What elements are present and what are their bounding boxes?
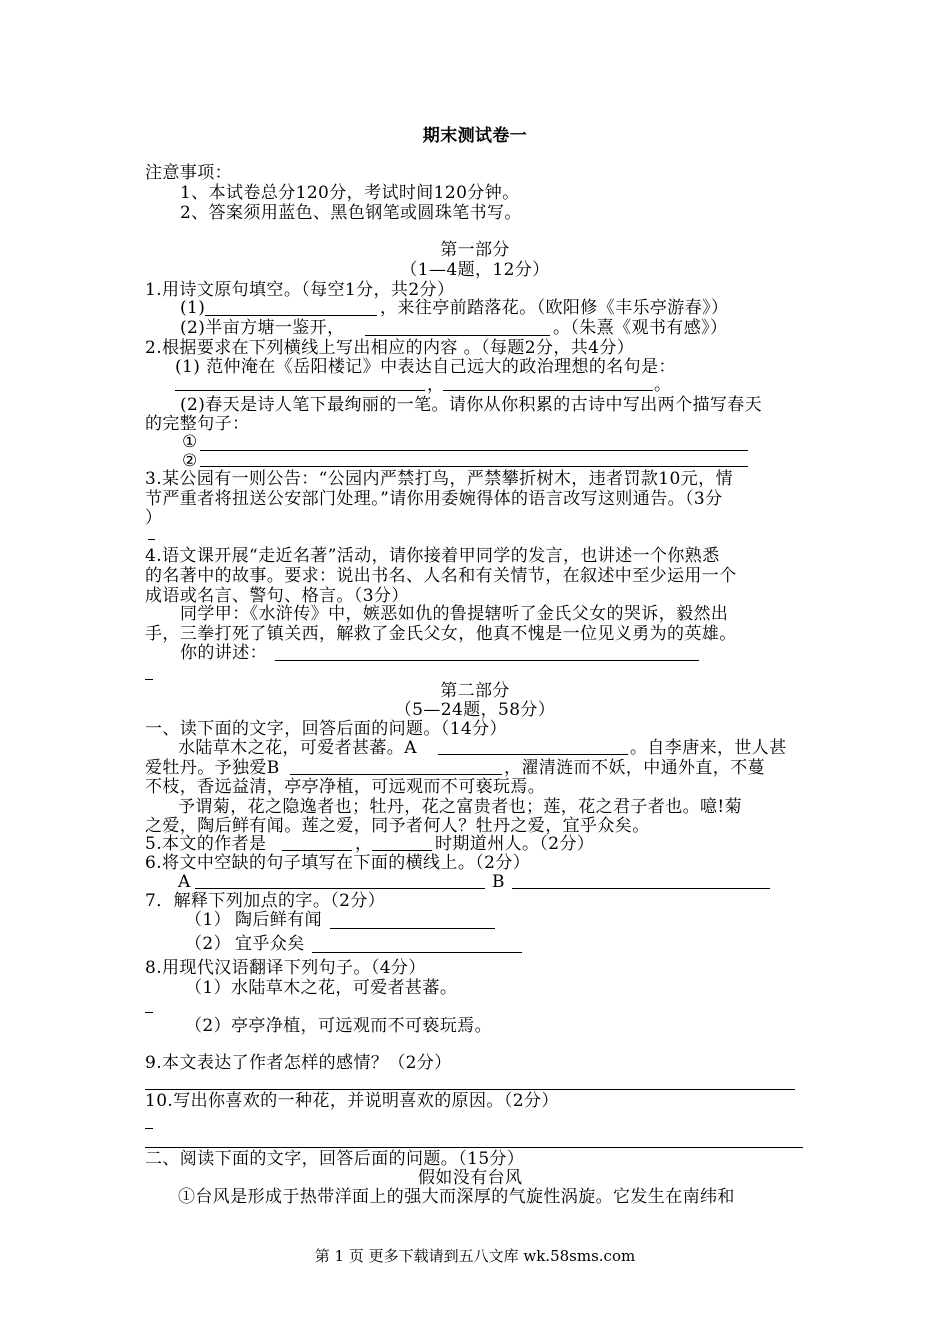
q3-line2: 节严重者将扭送公安部门处理。”请你用委婉得体的语言改写这则通告。（3分: [145, 489, 723, 509]
q4-answer-blank[interactable]: [275, 660, 699, 661]
q2-s2-line2: 的完整句子：: [145, 414, 250, 434]
q7-1-text: 陶后鲜有闻: [235, 910, 322, 930]
p1-line2-a: 爱牡丹。予独爱B: [145, 758, 280, 778]
q2-blank-2[interactable]: [443, 390, 653, 391]
part1-range: （1—4题，12分）: [400, 260, 550, 280]
blank-a[interactable]: [438, 754, 628, 755]
article-para-1: ①台风是形成于热带洋面上的强大而深厚的气旋性涡旋。它发生在南纬和: [178, 1187, 735, 1207]
p2-line1: 予谓菊，花之隐逸者也；牡丹，花之富贵者也；莲，花之君子者也。噫!菊: [178, 797, 743, 817]
q2-mark-1: ①: [182, 432, 198, 452]
q2-blank-3[interactable]: [200, 450, 748, 451]
q6-label-b: B: [492, 872, 505, 892]
blank-b[interactable]: [290, 774, 502, 775]
q3-answer-mark[interactable]: [148, 539, 155, 540]
part1-heading: 第一部分: [440, 240, 510, 260]
q8-1-answer-mark[interactable]: [145, 1012, 153, 1013]
article-title: 假如没有台风: [418, 1168, 523, 1188]
q4-line1: 4.语文课开展“走近名著”活动，请你接着甲同学的发言，也讲述一个你熟悉: [145, 546, 720, 566]
page-title: 期末测试卷一: [422, 126, 528, 146]
notice-heading: 注意事项：: [145, 163, 232, 183]
q9-answer-blank[interactable]: [145, 1089, 795, 1090]
q1-s2-prefix: (2)半亩方塘一鉴开，: [180, 318, 345, 338]
q1-stem: 1.用诗文原句填空。（每空1分，共2分）: [145, 280, 455, 300]
q8-stem: 8.用现代汉语翻译下列句子。（4分）: [145, 958, 426, 978]
q7-stem: 7．解释下列加点的字。（2分）: [145, 891, 386, 911]
q6-stem: 6.将文中空缺的句子填写在下面的横线上。（2分）: [145, 853, 531, 873]
p1-line3: 不枝，香远益清，亭亭净植，可远观而不可亵玩焉。: [145, 777, 546, 797]
p2-line2: 之爱，陶后鲜有闻。莲之爱，同予者何人？牡丹之爱，宜乎众矣。: [145, 816, 650, 836]
q1-s2-suffix: 。（朱熹《观书有感》）: [553, 318, 728, 338]
q10-answer-blank[interactable]: [145, 1147, 803, 1148]
q6-blank-a[interactable]: [195, 888, 485, 889]
q2-period: 。: [654, 375, 672, 395]
q1-blank-2[interactable]: [365, 335, 550, 336]
q8-1: （1）水陆草木之花，可爱者甚蕃。: [185, 978, 458, 998]
q10-stem: 10.写出你喜欢的一种花，并说明喜欢的原因。（2分）: [145, 1091, 559, 1111]
q1-s1-suffix: ，来往亭前踏落花。（欧阳修《丰乐亭游春》）: [380, 298, 729, 318]
q2-comma: ，: [427, 375, 445, 395]
q2-stem: 2.根据要求在下列横线上写出相应的内容 。（每题2分，共4分）: [145, 338, 635, 358]
q4-line3: 成语或名言、警句、格言。（3分）: [145, 586, 409, 606]
q10-answer-mark[interactable]: [145, 1128, 153, 1129]
q7-2-blank[interactable]: [312, 952, 522, 953]
p1-line1-b: 。自李唐来，世人甚: [630, 738, 787, 758]
part2-heading: 第二部分: [440, 681, 510, 701]
q5-c: 时期道州人。（2分）: [435, 834, 595, 854]
notice-item-1: 1、本试卷总分120分，考试时间120分钟。: [180, 183, 520, 203]
q6-label-a: A: [178, 872, 191, 892]
page-footer: 第 1 页 更多下载请到五八文库 wk.58sms.com: [314, 1247, 636, 1265]
q4-line2: 的名著中的故事。要求：说出书名、人名和有关情节，在叙述中至少运用一个: [145, 566, 737, 586]
q7-2-num: （2）: [185, 934, 232, 954]
q5-blank-1[interactable]: [282, 850, 352, 851]
q1-blank-1[interactable]: [205, 315, 377, 316]
q2-mark-2: ②: [182, 451, 198, 471]
q7-2-text: 宜乎众矣: [235, 934, 305, 954]
sec1-heading: 一、读下面的文字，回答后面的问题。（14分）: [145, 719, 507, 739]
q7-1-blank[interactable]: [330, 928, 495, 929]
q5-b: ，: [355, 834, 373, 854]
q3-line1: 3.某公园有一则公告：“公园内严禁打鸟，严禁攀折树木，违者罚款10元，情: [145, 469, 733, 489]
q4-line4: 同学甲：《水浒传》中，嫉恶如仇的鲁提辖听了金氏父女的哭诉，毅然出: [180, 604, 729, 624]
q2-blank-1[interactable]: [175, 390, 425, 391]
q1-s1-prefix: (1): [180, 298, 206, 318]
sec2-heading: 二、阅读下面的文字，回答后面的问题。（15分）: [145, 1149, 525, 1169]
q9-stem: 9.本文表达了作者怎样的感情？（2分）: [145, 1053, 452, 1073]
p1-line2-b: ，濯清涟而不妖，中通外直，不蔓: [504, 758, 765, 778]
q2-blank-4[interactable]: [200, 466, 748, 467]
q3-line3: ）: [145, 508, 163, 528]
p1-line1-a: 水陆草木之花，可爱者甚蕃。A: [178, 738, 417, 758]
q4-line5: 手，三拳打死了镇关西，解救了金氏父女，他真不愧是一位见义勇为的英雄。: [145, 624, 737, 644]
q2-s1: (1) 范仲淹在《岳阳楼记》中表达自己远大的政治理想的名句是：: [175, 357, 676, 377]
q4-answer-mark[interactable]: [145, 679, 153, 680]
q8-2: （2）亭亭净植，可远观而不可亵玩焉。: [185, 1016, 493, 1036]
notice-item-2: 2、答案须用蓝色、黑色钢笔或圆珠笔书写。: [180, 203, 522, 223]
q4-line6: 你的讲述：: [180, 643, 267, 663]
q2-s2-line1: (2)春天是诗人笔下最绚丽的一笔。请你从你积累的古诗中写出两个描写春天: [180, 395, 763, 415]
q7-1-num: （1）: [185, 910, 232, 930]
q6-blank-b[interactable]: [512, 888, 770, 889]
q5-a: 5.本文的作者是: [145, 834, 267, 854]
part2-range: （5—24题，58分）: [394, 700, 556, 720]
q5-blank-2[interactable]: [372, 850, 432, 851]
